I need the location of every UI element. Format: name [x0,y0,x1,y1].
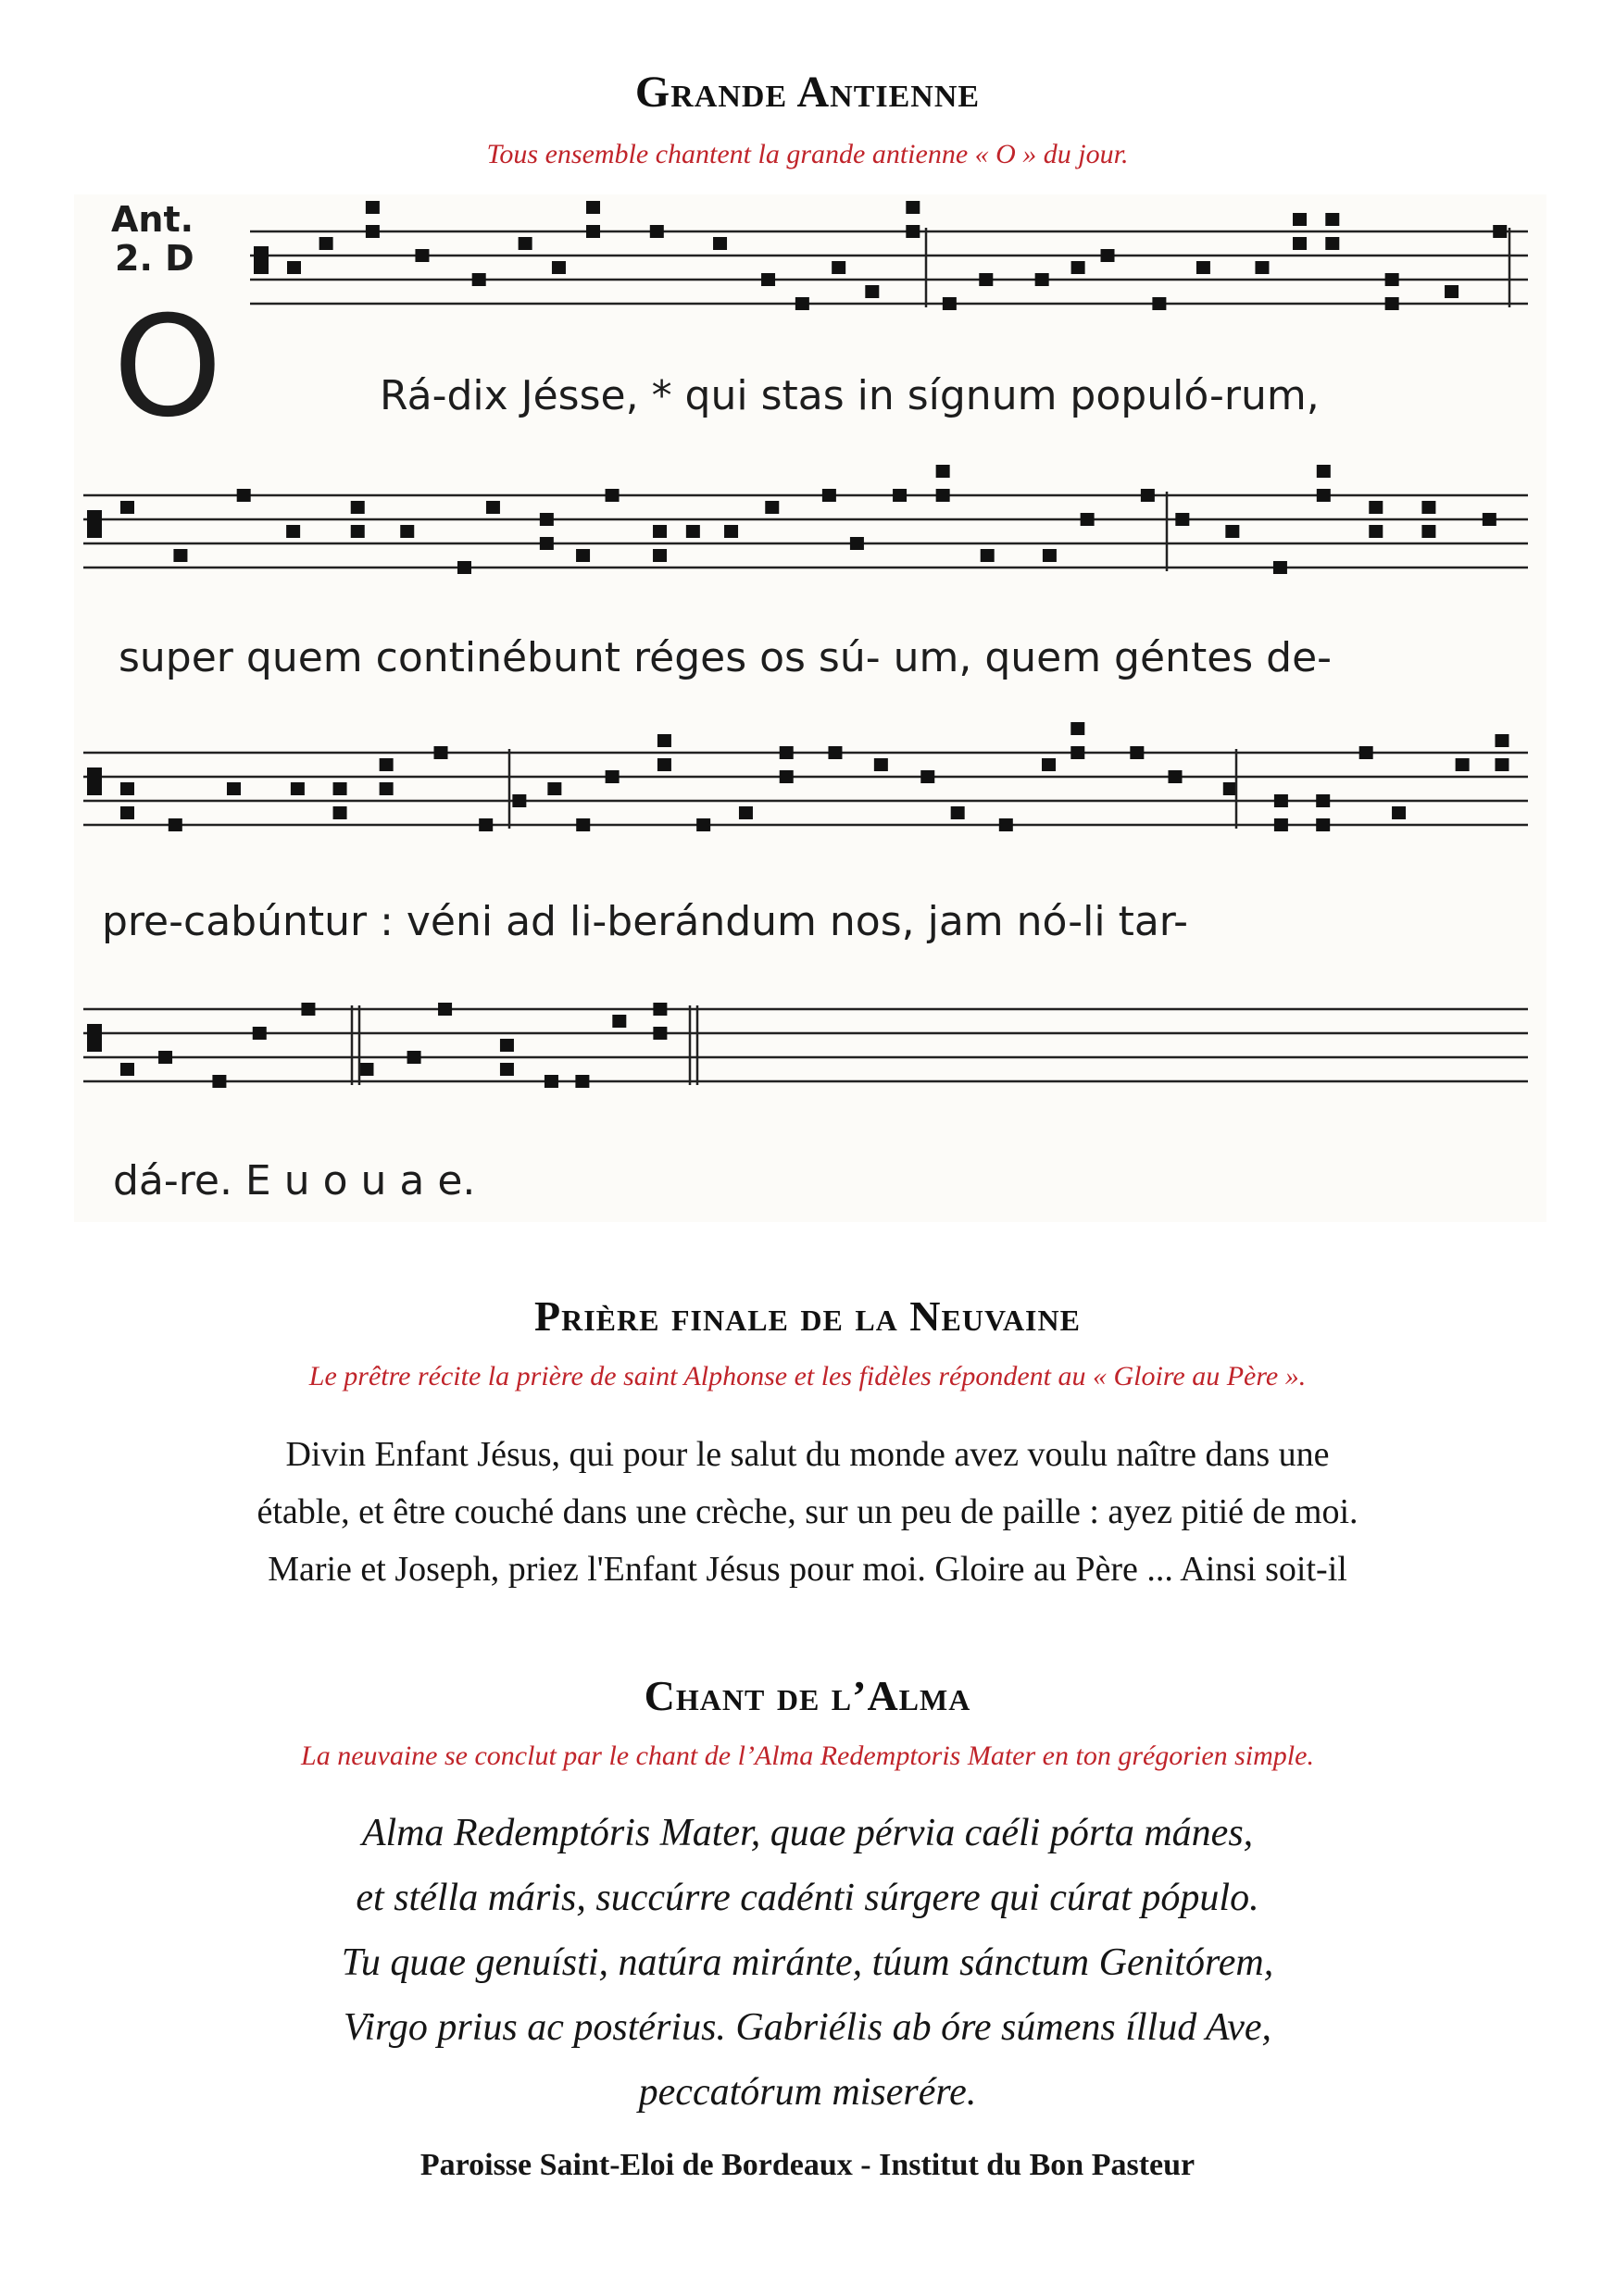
do-clef [254,246,269,274]
alma-line-1: Alma Redemptóris Mater, quae pérvia caéli pórta mánes, [361,1812,1254,1854]
neume [519,237,532,250]
neume [512,794,526,807]
neume [828,746,842,759]
neume [380,782,394,795]
footer-parish: Paroisse Saint-Eloi de Bordeaux - Institut du Bon Pasteur [419,2148,1196,2182]
do-clef [87,1024,102,1052]
neume [1071,261,1085,274]
neume [765,501,779,514]
neume [438,1003,452,1016]
neume [739,806,753,819]
neume [1392,806,1406,819]
neume [1325,237,1339,250]
neume [874,758,888,771]
neume [1317,489,1331,502]
priere-line-3: Marie et Joseph, priez l'Enfant Jésus pour moi. Gloire au Père ... Ainsi soit-il [268,1550,1347,1589]
lyric-line-3: pre-cabúntur : véni ad li-berándum nos, jam nó-li tar- [102,898,1188,945]
neume [1293,237,1307,250]
neume [576,549,590,562]
lyric-line-2: super quem continébunt réges os sú- um, quem géntes de- [119,634,1333,681]
alma-line-4: Virgo prius ac postérius. Gabriélis ab óre súmens íllud Ave, [343,2006,1272,2049]
priere-text [93,1426,1522,1598]
neume [576,818,590,831]
alma-line-3: Tu quae genuísti, natúra miránte, túum sánctum Genitórem, [341,1941,1274,1984]
neume [1274,794,1288,807]
neume [1168,770,1182,783]
neume [500,1063,514,1076]
neume [724,525,738,538]
neume [120,501,134,514]
neume [1385,273,1399,286]
neume [291,782,305,795]
neume [1225,525,1239,538]
neume [1456,758,1470,771]
neume [713,237,727,250]
neume [1035,273,1049,286]
neume [212,1075,226,1088]
neume [253,1027,267,1040]
neume [1255,261,1269,274]
neume [906,201,920,214]
neume [612,1015,626,1028]
neume [1043,549,1057,562]
alma-line-5: peccatórum miserére. [638,2071,977,2114]
do-clef [87,510,102,538]
neume [173,549,187,562]
neume [1495,758,1509,771]
do-clef [87,767,102,795]
neume [780,770,794,783]
neume [1385,297,1399,310]
neume [586,201,600,214]
section-title-grande-antienne: Grande Antienne [634,68,981,117]
alma-line-2: et stélla máris, succúrre cadénti súrgere qui cúrat pópulo. [356,1877,1259,1919]
neume [1070,746,1084,759]
neume [1101,249,1115,262]
neume [761,273,775,286]
neume [540,513,554,526]
neume [1421,501,1435,514]
neume [1421,525,1435,538]
neume [606,770,620,783]
neume [1223,782,1237,795]
neume [1493,225,1507,238]
lyric-line-4: dá-re. E u o u a e. [113,1157,476,1204]
neume [1274,818,1288,831]
neume [120,806,134,819]
neume [943,297,957,310]
neume [1175,513,1189,526]
neume [686,525,700,538]
neume [169,818,182,831]
neume [351,501,365,514]
neume [906,225,920,238]
neume [287,261,301,274]
neume [366,225,380,238]
rubric-priere-finale: Le prêtre récite la prière de saint Alphonse et les fidèles répondent au « Gloire au Père ». [308,1361,1307,1391]
neume [351,525,365,538]
neume [1369,501,1383,514]
neume [999,818,1013,831]
section-title-priere-finale: Prière finale de la Neuvaine [534,1292,1081,1340]
neume [1359,746,1373,759]
neume [1317,465,1331,478]
neume [301,1003,315,1016]
neume [1483,513,1496,526]
neume [366,201,380,214]
neume [657,734,671,747]
neume [653,549,667,562]
neume [227,782,241,795]
neume [586,225,600,238]
neume [472,273,486,286]
priere-line-2: étable, et être couché dans une crèche, sur un peu de paille : ayez pitié de moi. [257,1492,1358,1531]
lyric-line-1: Rá-dix Jésse, * qui stas in sígnum populó-rum, [380,372,1320,419]
neume [1130,746,1144,759]
neume [780,746,794,759]
neume [657,758,671,771]
neume [936,489,950,502]
neume [1316,794,1330,807]
neume [575,1075,589,1088]
neume [1196,261,1210,274]
neume [1152,297,1166,310]
neume [979,273,993,286]
neume [540,537,554,550]
neume [120,1063,134,1076]
neume [653,525,667,538]
neume [1070,722,1084,735]
neume [981,549,995,562]
alma-text [93,1801,1522,2125]
neume [1273,561,1287,574]
neume [333,806,347,819]
neume [479,818,493,831]
neume [832,261,845,274]
neume [606,489,620,502]
neume [333,782,347,795]
neume [893,489,907,502]
neume [400,525,414,538]
neume [457,561,471,574]
rubric-chant-alma: La neuvaine se conclut par le chant de l’Alma Redemptoris Mater en ton grégorien simple. [301,1741,1314,1771]
neume [545,1075,558,1088]
neume [407,1051,421,1064]
neume [237,489,251,502]
neume [547,782,561,795]
neume [120,782,134,795]
neume [1316,818,1330,831]
neume [158,1051,172,1064]
neume [1369,525,1383,538]
mode-label-ant: Ant. [111,199,194,240]
neume [865,285,879,298]
neume [653,1003,667,1016]
neume [951,806,965,819]
neume [359,1063,373,1076]
neume [500,1039,514,1052]
neume [1495,734,1509,747]
neume [850,537,864,550]
neume [650,225,664,238]
neume [319,237,333,250]
section-title-chant-alma: Chant de l’Alma [644,1672,971,1719]
initial-letter: O [113,287,223,448]
neume [552,261,566,274]
neume [1293,213,1307,226]
neume [920,770,934,783]
neume [795,297,809,310]
neume [486,501,500,514]
neume [653,1027,667,1040]
neume [1141,489,1155,502]
neume [1042,758,1056,771]
priere-line-1: Divin Enfant Jésus, qui pour le salut du monde avez voulu naître dans une [285,1435,1330,1474]
neume [434,746,448,759]
neume [415,249,429,262]
neume [1081,513,1095,526]
neume [1445,285,1459,298]
neume [1325,213,1339,226]
neume [936,465,950,478]
rubric-grande-antienne: Tous ensemble chantent la grande antienne « O » du jour. [486,139,1129,169]
gregorian-score [74,194,1546,1222]
neume [696,818,710,831]
neume [380,758,394,771]
mode-label-number: 2. D [115,238,194,279]
neume [286,525,300,538]
neume [822,489,836,502]
